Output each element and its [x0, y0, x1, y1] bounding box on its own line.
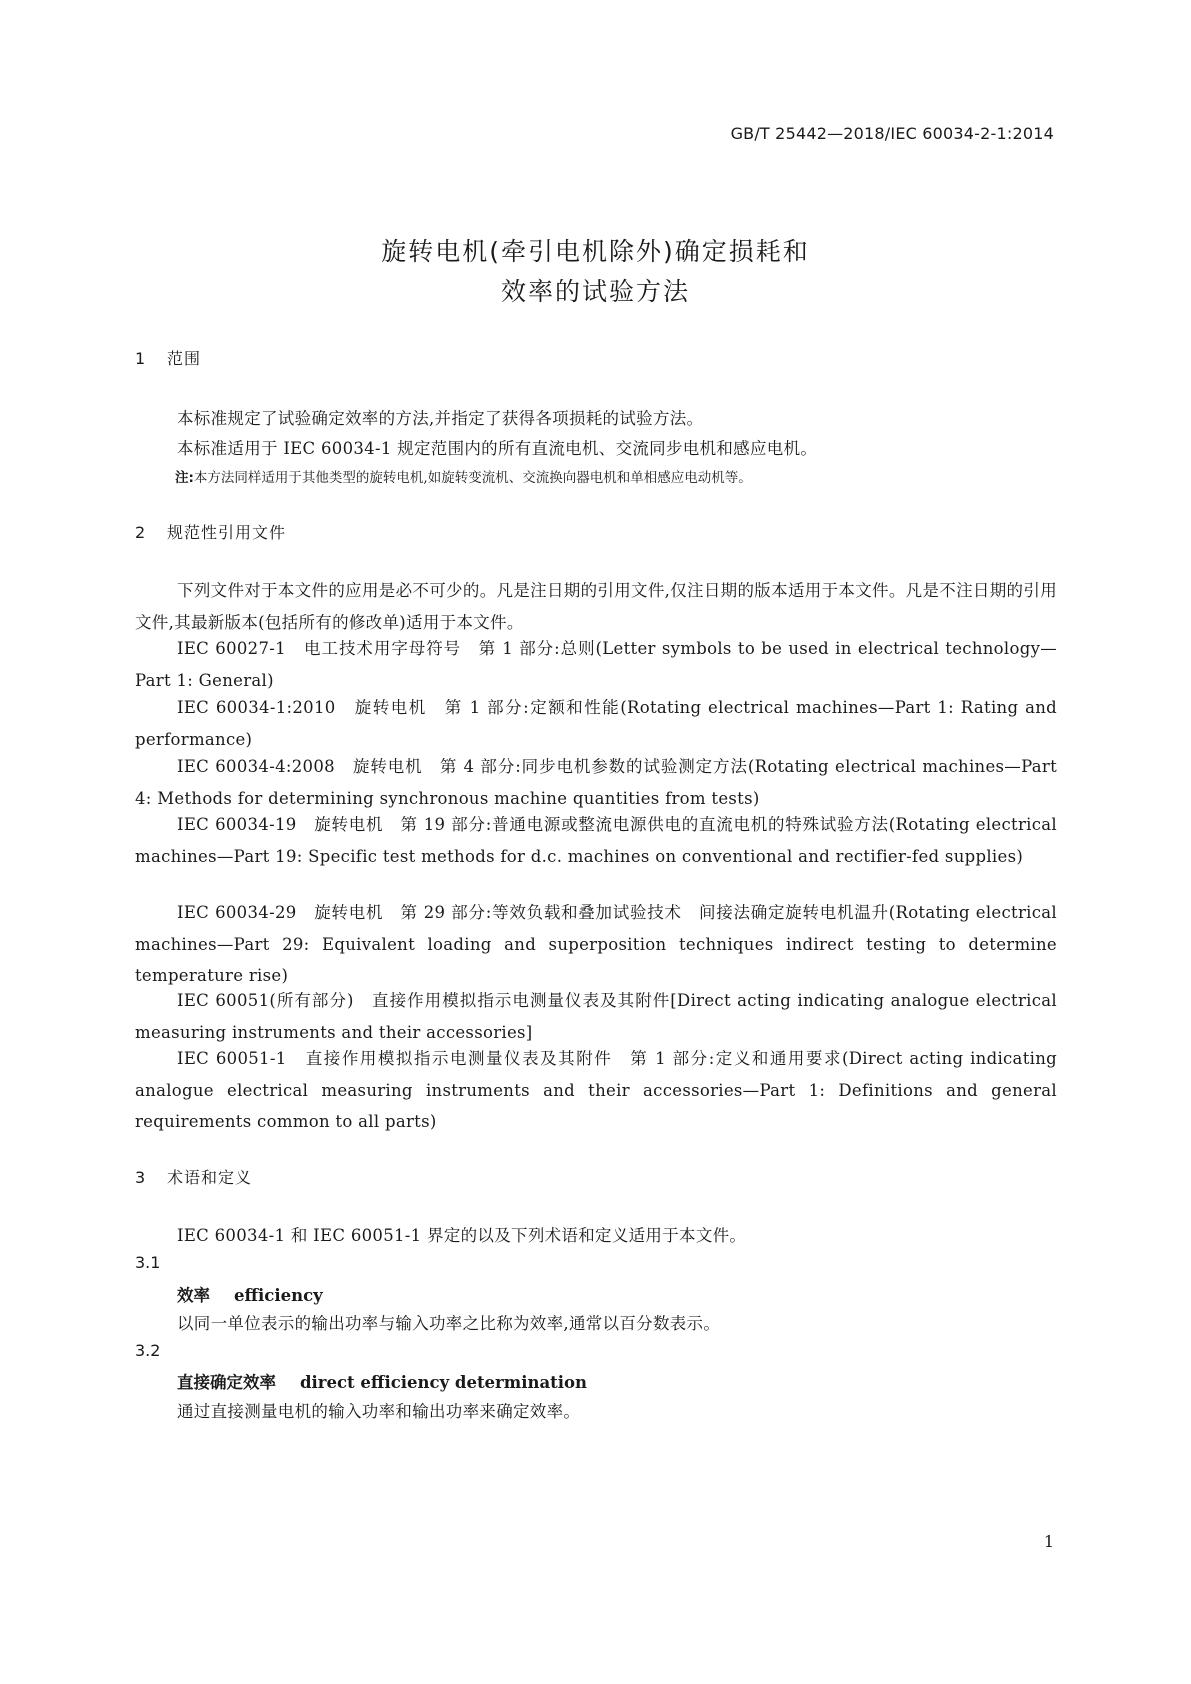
term-definition: 以同一单位表示的输出功率与输入功率之比称为效率,通常以百分数表示。: [177, 1314, 721, 1333]
section-2-heading: [135, 520, 286, 543]
document-title-line-2: 效率的试验方法: [500, 277, 690, 306]
section-3-heading: [135, 1165, 252, 1188]
section-1-number: 1: [135, 349, 147, 368]
reference-item: IEC 60034-1:2010 旋转电机 第 1 部分:定额和性能(Rotating electrical machines—Part 1: Rating and performance): [135, 698, 1057, 749]
reference-item: IEC 60051-1 直接作用模拟指示电测量仪表及其附件 第 1 部分:定义和通用要求(Direct acting indicating analogue electrical measuring instruments and their accessories—Part 1: Definitions and general requirements common to all parts): [135, 1049, 1057, 1131]
term-en: efficiency: [234, 1286, 323, 1305]
section-2-title: 规范性引用文件: [167, 523, 287, 542]
term-zh: 直接确定效率: [177, 1373, 276, 1392]
reference-item: IEC 60034-4:2008 旋转电机 第 4 部分:同步电机参数的试验测定方法(Rotating electrical machines—Part 4: Methods for determining synchronous machine quantities from tests): [135, 757, 1057, 808]
note-text: 本方法同样适用于其他类型的旋转电机,如旋转变流机、交流换向器电机和单相感应电动机等。: [193, 470, 752, 486]
section-3-title: 术语和定义: [167, 1168, 253, 1187]
term-zh: 效率: [177, 1286, 210, 1305]
section-1-para-1: 本标准规定了试验确定效率的方法,并指定了获得各项损耗的试验方法。: [177, 409, 704, 428]
section-1-title: 范围: [167, 349, 202, 368]
reference-item: IEC 60051(所有部分) 直接作用模拟指示电测量仪表及其附件[Direct acting indicating analogue electrical measuring instruments and their accessories]: [135, 991, 1057, 1042]
term-number: 3.2: [135, 1341, 161, 1360]
reference-item: IEC 60027-1 电工技术用字母符号 第 1 部分:总则(Letter symbols to be used in electrical technology—Part 1: General): [135, 639, 1057, 690]
note-label: 注:: [175, 470, 194, 486]
section-1-heading: [135, 346, 201, 369]
section-3-number: 3: [135, 1168, 147, 1187]
section-3-intro: IEC 60034-1 和 IEC 60051-1 界定的以及下列术语和定义适用于本文件。: [177, 1226, 747, 1245]
term-heading: [177, 1369, 587, 1393]
page-number: 1: [1043, 1532, 1054, 1551]
term-en: direct efficiency determination: [300, 1373, 588, 1392]
section-1-note: [175, 466, 752, 486]
term-heading: [177, 1282, 323, 1306]
section-1-para-2: 本标准适用于 IEC 60034-1 规定范围内的所有直流电机、交流同步电机和感应电机。: [177, 439, 818, 458]
reference-item: IEC 60034-19 旋转电机 第 19 部分:普通电源或整流电源供电的直流电机的特殊试验方法(Rotating electrical machines—Part 19: Specific test methods for d.c. machines on conventional and rectifier-fed supplies): [135, 815, 1057, 866]
section-2-intro: 下列文件对于本文件的应用是必不可少的。凡是注日期的引用文件,仅注日期的版本适用于本文件。凡是不注日期的引用文件,其最新版本(包括所有的修改单)适用于本文件。: [135, 581, 1057, 632]
section-2-number: 2: [135, 523, 147, 542]
term-number: 3.1: [135, 1253, 161, 1272]
reference-item: IEC 60034-29 旋转电机 第 29 部分:等效负载和叠加试验技术 间接法确定旋转电机温升(Rotating electrical machines—Part 29: Equivalent loading and superposition techniques indirect testing to determine temperature rise): [135, 903, 1057, 985]
term-definition: 通过直接测量电机的输入功率和输出功率来确定效率。: [177, 1402, 581, 1421]
document-title-line-1: 旋转电机(牵引电机除外)确定损耗和: [381, 237, 810, 266]
standard-number: GB/T 25442—2018/IEC 60034-2-1:2014: [730, 124, 1054, 143]
